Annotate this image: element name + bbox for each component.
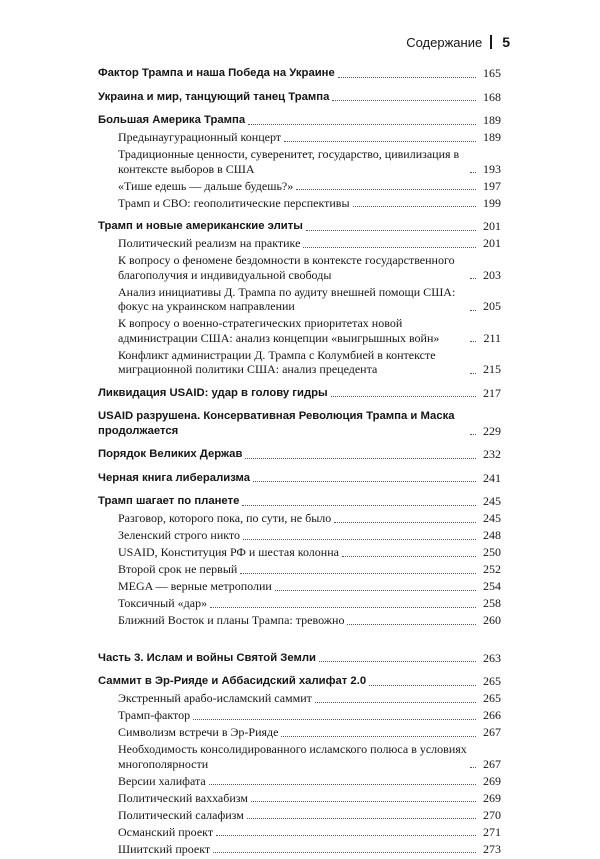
toc-entry-page: 269 — [483, 790, 501, 805]
page-number: 5 — [502, 34, 510, 50]
toc-subsection — [98, 511, 501, 526]
toc-chapter — [98, 494, 501, 509]
dot-leader — [193, 719, 476, 720]
toc-subsection — [98, 691, 501, 706]
dot-leader — [334, 522, 476, 523]
toc-subsection — [98, 316, 501, 345]
dot-leader — [470, 278, 476, 279]
toc-entry-page: 258 — [483, 596, 501, 610]
dot-leader — [470, 373, 476, 374]
toc-subsection — [98, 147, 501, 176]
toc-subsection — [98, 562, 501, 577]
toc-subsection — [98, 236, 501, 251]
toc-subsection — [98, 130, 501, 145]
toc-entry-page: 252 — [483, 562, 501, 576]
toc-chapter — [98, 447, 501, 462]
dot-leader — [470, 434, 476, 435]
toc-entry-page: 267 — [483, 756, 501, 771]
toc-subsection — [98, 825, 501, 840]
toc-entry-title: Трамп и новые американские элиты — [98, 220, 303, 232]
toc-entry-title: Политический салафизм — [118, 807, 244, 822]
toc-entry-page: 267 — [483, 725, 501, 739]
toc-entry-title: Порядок Великих Держав — [98, 448, 243, 460]
toc-entry-page: 271 — [483, 824, 501, 839]
dot-leader — [303, 247, 476, 248]
toc-subsection — [98, 179, 501, 194]
toc-entry-title: Черная книга либерализма — [98, 471, 251, 484]
toc-entry-title: Ликвидация USAID: удар в голову гидры — [98, 386, 328, 399]
toc-entry-title: Большая Америка Трампа — [98, 114, 246, 126]
toc-entry-title: К вопросу о феномене бездомности в контексте государственного благополучия и индивидуальной свободы — [118, 253, 455, 282]
page-header — [406, 34, 510, 50]
dot-leader — [209, 784, 476, 785]
toc-entry-page: 248 — [483, 528, 501, 542]
toc-entry-page: 197 — [483, 178, 501, 193]
toc-entry-page: 245 — [483, 494, 501, 508]
toc-entry-title: Анализ инициативы Д. Трампа по аудиту внешней помощи США: фокус на украинском направлении — [118, 284, 456, 313]
toc-entry-page: 189 — [483, 113, 501, 127]
toc-subsection — [98, 579, 501, 594]
toc-entry-title: Символизм встречи в Эр-Рияде — [118, 725, 279, 739]
dot-leader — [247, 818, 476, 819]
toc-chapter — [98, 66, 501, 81]
toc-entry-page: 229 — [483, 423, 501, 438]
toc-entry-title: Трамп шагает по планете — [98, 495, 240, 507]
toc-entry-title: Украина и мир, танцующий танец Трампа — [98, 90, 330, 103]
toc-subsection — [98, 742, 501, 771]
toc-chapter — [98, 471, 501, 486]
toc-chapter — [98, 219, 501, 234]
dot-leader — [210, 607, 476, 608]
toc-subsection — [98, 791, 501, 806]
toc-entry-title: Трамп-фактор — [118, 708, 191, 722]
toc-entry-title: Политический ваххабизм — [118, 790, 248, 805]
toc-chapter — [98, 113, 501, 128]
dot-leader — [216, 835, 476, 836]
toc-entry-title: Конфликт администрации Д. Трампа с Колумбией в контексте миграционной политики США: анализ прецедента — [118, 347, 436, 376]
toc-entry-title: USAID разрушена. Консервативная Революция Трампа и Маска продолжается — [98, 410, 455, 437]
dot-leader — [319, 661, 476, 662]
toc-entry-page: 205 — [483, 299, 501, 313]
toc-entry-page: 263 — [483, 650, 501, 665]
toc-subsection — [98, 774, 501, 789]
dot-leader — [470, 341, 476, 342]
toc-subsection — [98, 528, 501, 543]
toc-entry-title: Предынаугурационный концерт — [118, 130, 282, 144]
toc-entry-title: Экстренный арабо-исламский саммит — [118, 691, 312, 705]
dot-leader — [281, 736, 476, 737]
toc-entry-page: 168 — [483, 89, 501, 104]
toc-entry-page: 269 — [483, 773, 501, 788]
dot-leader — [248, 124, 476, 125]
toc-entry-page: 215 — [483, 362, 501, 376]
toc-subsection — [98, 842, 501, 857]
toc-chapter — [98, 90, 501, 105]
toc-entry-page: 250 — [483, 545, 501, 559]
dot-leader — [306, 230, 476, 231]
toc-entry-page: 273 — [483, 841, 501, 856]
toc-entry-page: 189 — [483, 130, 501, 144]
toc-entry-title: Второй срок не первый — [118, 562, 238, 576]
toc-entry-page: 245 — [483, 511, 501, 525]
toc-entry-page: 211 — [483, 330, 501, 345]
toc-entry-page: 265 — [483, 674, 501, 688]
toc-subsection — [98, 196, 501, 211]
dot-leader — [245, 458, 476, 459]
toc-entry-title: Османский проект — [118, 824, 214, 839]
toc-entry-page: 260 — [483, 613, 501, 627]
toc-entry-title: Шиитский проект — [118, 841, 211, 856]
toc-entry-title: Токсичный «дар» — [118, 596, 208, 610]
dot-leader — [331, 396, 476, 397]
toc-subsection — [98, 596, 501, 611]
dot-leader — [243, 539, 476, 540]
toc-subsection — [98, 348, 501, 377]
toc-entry-title: Саммит в Эр-Рияде и Аббасидский халифат 2.0 — [98, 675, 367, 687]
toc-entry-title: Зеленский строго никто — [118, 528, 241, 542]
toc-entry-title: «Тише едешь — дальше будешь?» — [118, 178, 294, 193]
toc-entry-page: 199 — [483, 195, 501, 210]
dot-leader — [240, 573, 476, 574]
toc-entry-title: Часть 3. Ислам и войны Святой Земли — [98, 651, 316, 664]
dot-leader — [251, 801, 476, 802]
toc-entry-page: 270 — [483, 807, 501, 822]
toc-entry-title: Политический реализм на практике — [118, 236, 301, 250]
toc-entry-page: 217 — [483, 385, 501, 400]
dot-leader — [275, 590, 476, 591]
table-of-contents — [98, 66, 501, 859]
toc-chapter — [98, 674, 501, 689]
toc-chapter — [98, 386, 501, 401]
dot-leader — [353, 206, 476, 207]
dot-leader — [369, 685, 476, 686]
dot-leader — [470, 172, 476, 173]
toc-entry-title: Традиционные ценности, суверенитет, государство, цивилизация в контексте выборов в США — [118, 147, 460, 176]
toc-entry-title: Фактор Трампа и наша Победа на Украине — [98, 67, 335, 79]
toc-entry-title: USAID, Конституция РФ и шестая колонна — [118, 545, 339, 559]
toc-entry-title: Версии халифата — [118, 773, 206, 788]
toc-entry-page: 193 — [483, 161, 501, 176]
dot-leader — [213, 852, 476, 853]
toc-subsection — [98, 725, 501, 740]
toc-subsection — [98, 708, 501, 723]
toc-entry-title: К вопросу о военно-стратегических приоритетах новой администрации США: анализ концепции «выигрышных войн» — [118, 316, 440, 345]
dot-leader — [342, 556, 476, 557]
toc-entry-title: Необходимость консолидированного исламского полюса в условиях многополярности — [118, 742, 467, 771]
toc-entry-title: MEGA — верные метрополии — [118, 579, 272, 593]
dot-leader — [253, 481, 476, 482]
toc-subsection — [98, 545, 501, 560]
dot-leader — [332, 100, 476, 101]
toc-entry-page: 232 — [483, 447, 501, 461]
toc-entry-title: Ближний Восток и планы Трампа: тревожно — [118, 613, 345, 627]
toc-entry-page: 266 — [483, 708, 501, 722]
toc-subsection — [98, 285, 501, 314]
toc-entry-page: 203 — [483, 267, 501, 282]
dot-leader — [338, 77, 476, 78]
toc-entry-page: 201 — [483, 219, 501, 233]
toc-chapter — [98, 409, 501, 438]
dot-leader — [347, 624, 476, 625]
toc-entry-page: 265 — [483, 691, 501, 705]
dot-leader — [470, 767, 476, 768]
toc-entry-title: Разговор, которого пока, по сути, не было — [118, 511, 332, 525]
toc-subsection — [98, 808, 501, 823]
toc-entry-page: 254 — [483, 579, 501, 593]
dot-leader — [470, 310, 476, 311]
running-title: Содержание — [406, 34, 483, 50]
dot-leader — [242, 505, 476, 506]
toc-subsection — [98, 613, 501, 628]
toc-entry-page: 241 — [483, 470, 501, 485]
toc-entry-title: Трамп и СВО: геополитические перспективы — [118, 195, 350, 210]
toc-entry-page: 201 — [483, 236, 501, 250]
header-divider — [490, 35, 492, 49]
toc-part-heading — [98, 651, 501, 666]
dot-leader — [284, 141, 476, 142]
toc-entry-page: 165 — [483, 66, 501, 80]
toc-subsection — [98, 253, 501, 282]
dot-leader — [296, 189, 476, 190]
dot-leader — [315, 702, 476, 703]
